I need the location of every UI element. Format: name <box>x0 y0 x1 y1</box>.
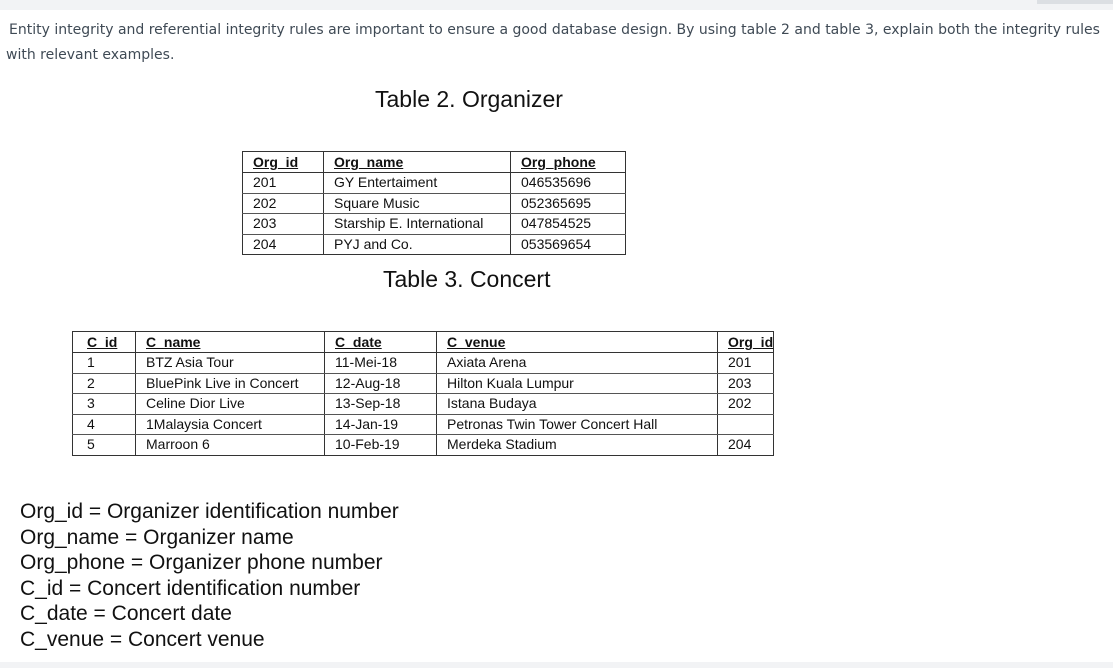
table-row <box>73 414 774 435</box>
col-header-c-date: C_date <box>325 332 437 353</box>
question-panel <box>0 10 1113 662</box>
cell-c-id: 2 <box>73 373 136 394</box>
legend-item: C_date = Concert date <box>20 602 232 625</box>
cell-c-date: 12-Aug-18 <box>325 373 437 394</box>
cell-org-phone: 046535696 <box>511 173 626 194</box>
table2-caption: Table 2. Organizer <box>375 86 563 112</box>
cell-c-name: Marroon 6 <box>136 435 325 456</box>
cell-org-name: PYJ and Co. <box>324 234 511 255</box>
cell-c-venue: Istana Budaya <box>437 394 718 415</box>
attribute-legend <box>20 499 399 652</box>
cell-c-date: 10-Feb-19 <box>325 435 437 456</box>
table-row <box>243 214 626 235</box>
cell-org-phone: 053569654 <box>511 234 626 255</box>
table-row <box>243 173 626 194</box>
cell-org-phone: 047854525 <box>511 214 626 235</box>
cell-c-date: 14-Jan-19 <box>325 414 437 435</box>
legend-item: Org_name = Organizer name <box>20 525 294 549</box>
cell-c-id: 3 <box>73 394 136 415</box>
table-row <box>243 193 626 214</box>
cell-org-id: 202 <box>718 394 774 415</box>
cell-org-id: 204 <box>718 435 774 456</box>
cell-c-name: 1Malaysia Concert <box>136 414 325 435</box>
cell-c-name: BluePink Live in Concert <box>136 373 325 394</box>
cell-c-date: 11-Mei-18 <box>325 353 437 374</box>
table3-caption: Table 3. Concert <box>383 266 551 292</box>
cell-c-venue: Merdeka Stadium <box>437 435 718 456</box>
cell-org-id: 202 <box>243 193 324 214</box>
cell-org-name: Square Music <box>324 193 511 214</box>
col-header-org-id: Org_id <box>243 152 324 173</box>
cell-c-venue: Hilton Kuala Lumpur <box>437 373 718 394</box>
cell-c-venue: Axiata Arena <box>437 353 718 374</box>
concert-header-row <box>73 332 774 353</box>
question-text: Entity integrity and referential integrity rules are important to ensure a good database design. By using table 2 and table 3, explain both the integrity rules with relevant examples. <box>6 22 1100 63</box>
cell-c-id: 4 <box>73 414 136 435</box>
organizer-table <box>242 151 626 255</box>
cell-c-venue: Petronas Twin Tower Concert Hall <box>437 414 718 435</box>
cell-c-id: 1 <box>73 353 136 374</box>
table-row <box>73 353 774 374</box>
cell-org-phone: 052365695 <box>511 193 626 214</box>
cell-org-id: 203 <box>243 214 324 235</box>
top-scroll-accent <box>1037 0 1113 4</box>
table-row <box>243 234 626 255</box>
cell-org-id: 201 <box>718 353 774 374</box>
organizer-header-row <box>243 152 626 173</box>
legend-item: C_venue = Concert venue <box>20 627 265 651</box>
table-row <box>73 373 774 394</box>
cell-c-id: 5 <box>73 435 136 456</box>
cell-org-id: 203 <box>718 373 774 394</box>
question-figure <box>13 72 815 651</box>
cell-org-id: 204 <box>243 234 324 255</box>
col-header-org-phone: Org_phone <box>511 152 626 173</box>
col-header-org-name: Org_name <box>324 152 511 173</box>
legend-item: Org_id = Organizer identification number <box>20 500 399 523</box>
col-header-org-id: Org_id <box>718 332 774 353</box>
cell-c-date: 13-Sep-18 <box>325 394 437 415</box>
legend-item: C_id = Concert identification number <box>20 576 361 600</box>
cell-org-id: 201 <box>243 173 324 194</box>
table-row <box>73 394 774 415</box>
col-header-c-venue: C_venue <box>437 332 718 353</box>
cell-org-name: Starship E. International <box>324 214 511 235</box>
concert-table <box>72 331 774 456</box>
cell-org-id <box>718 414 774 435</box>
legend-item: Org_phone = Organizer phone number <box>20 551 383 574</box>
cell-c-name: Celine Dior Live <box>136 394 325 415</box>
col-header-c-id: C_id <box>73 332 136 353</box>
cell-c-name: BTZ Asia Tour <box>136 353 325 374</box>
col-header-c-name: C_name <box>136 332 325 353</box>
cell-org-name: GY Entertaiment <box>324 173 511 194</box>
table-row <box>73 435 774 456</box>
